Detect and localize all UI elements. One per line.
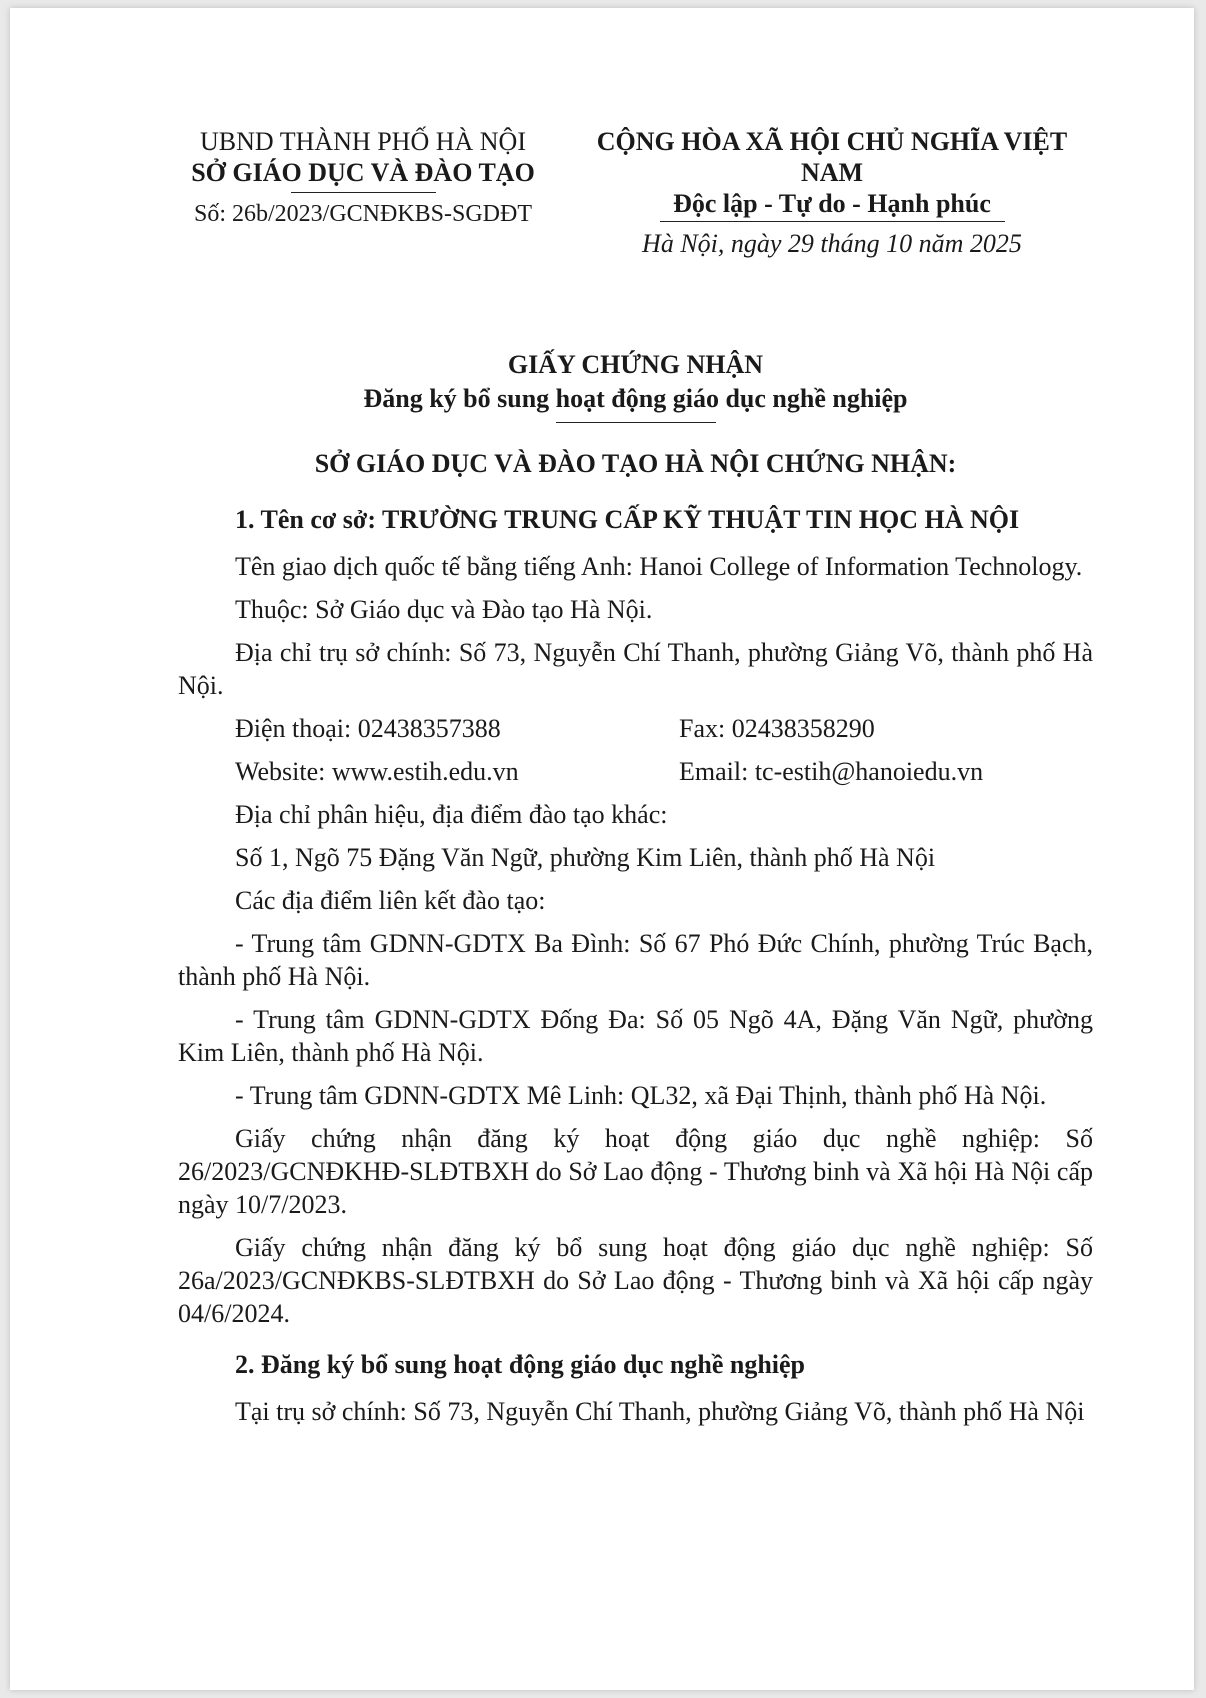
issuer-block	[178, 126, 548, 230]
national-motto-block	[571, 126, 1093, 259]
issuer-underline	[291, 192, 436, 193]
phone-number: Điện thoại: 02438357388	[235, 714, 501, 743]
branch-address: Số 1, Ngõ 75 Đặng Văn Ngữ, phường Kim Liên, thành phố Hà Nội	[235, 843, 936, 872]
certify-statement: SỞ GIÁO DỤC VÀ ĐÀO TẠO HÀ NỘI CHỨNG NHẬN:	[314, 449, 957, 478]
country-name: CỘNG HÒA XÃ HỘI CHỦ NGHĨA VIỆT NAM	[596, 127, 1068, 187]
contact-row-phone-fax	[235, 712, 1093, 745]
title-block	[178, 348, 1093, 423]
partner-item: - Trung tâm GDNN-GDTX Đống Đa: Số 05 Ngõ 4A, Đặng Văn Ngữ, phường Kim Liên, thành phố Hà Nội.	[178, 1005, 1093, 1067]
document-number: Số: 26b/2023/GCNĐKBS-SGDĐT	[193, 201, 533, 227]
section-2-location: Tại trụ sở chính: Số 73, Nguyễn Chí Thanh, phường Giảng Võ, thành phố Hà Nội	[235, 1397, 1085, 1426]
belongs-to: Thuộc: Sở Giáo dục và Đào tạo Hà Nội.	[235, 595, 653, 624]
prior-certificate-1: Giấy chứng nhận đăng ký hoạt động giáo dục nghề nghiệp: Số 26/2023/GCNĐKHĐ-SLĐTBXH do Sở Lao động - Thương binh và Xã hội Hà Nội cấp ngày 10/7/2023.	[178, 1124, 1093, 1219]
email: Email: tc-estih@hanoiedu.vn	[679, 757, 984, 786]
contact-row-web-email	[235, 755, 1093, 788]
document-page	[10, 8, 1194, 1690]
motto-underline	[660, 221, 1005, 222]
branch-label: Địa chỉ phân hiệu, địa điểm đào tạo khác:	[235, 800, 668, 829]
document-title: GIẤY CHỨNG NHẬN	[507, 350, 764, 379]
issuer-authority: UBND THÀNH PHỐ HÀ NỘI	[200, 127, 526, 156]
partner-item: - Trung tâm GDNN-GDTX Ba Đình: Số 67 Phó Đức Chính, phường Trúc Bạch, thành phố Hà Nội.	[178, 929, 1093, 991]
website: Website: www.estih.edu.vn	[235, 757, 519, 786]
title-underline	[556, 422, 716, 423]
fax-number: Fax: 02438358290	[679, 714, 875, 743]
issuer-department: SỞ GIÁO DỤC VÀ ĐÀO TẠO	[191, 158, 535, 187]
document-header	[178, 126, 1093, 258]
national-motto: Độc lập - Tự do - Hạnh phúc	[673, 189, 991, 218]
international-name: Tên giao dịch quốc tế bằng tiếng Anh: Hanoi College of Information Technology.	[235, 552, 1083, 581]
partners-label: Các địa điểm liên kết đào tạo:	[235, 886, 546, 915]
document-body	[178, 126, 1093, 1438]
section-1-heading: 1. Tên cơ sở: TRƯỜNG TRUNG CẤP KỸ THUẬT TIN HỌC HÀ NỘI	[235, 505, 1020, 534]
prior-certificate-2: Giấy chứng nhận đăng ký bổ sung hoạt động giáo dục nghề nghiệp: Số 26a/2023/GCNĐKBS-SLĐTBXH do Sở Lao động - Thương binh và Xã hội cấp ngày 04/6/2024.	[178, 1233, 1093, 1328]
head-office-address: Địa chỉ trụ sở chính: Số 73, Nguyễn Chí Thanh, phường Giảng Võ, thành phố Hà Nội.	[178, 638, 1093, 700]
partner-item: - Trung tâm GDNN-GDTX Mê Linh: QL32, xã Đại Thịnh, thành phố Hà Nội.	[235, 1081, 1047, 1110]
issue-date: Hà Nội, ngày 29 tháng 10 năm 2025	[642, 229, 1022, 258]
section-2-heading: 2. Đăng ký bổ sung hoạt động giáo dục nghề nghiệp	[235, 1350, 806, 1379]
document-subtitle: Đăng ký bổ sung hoạt động giáo dục nghề nghiệp	[363, 384, 908, 413]
